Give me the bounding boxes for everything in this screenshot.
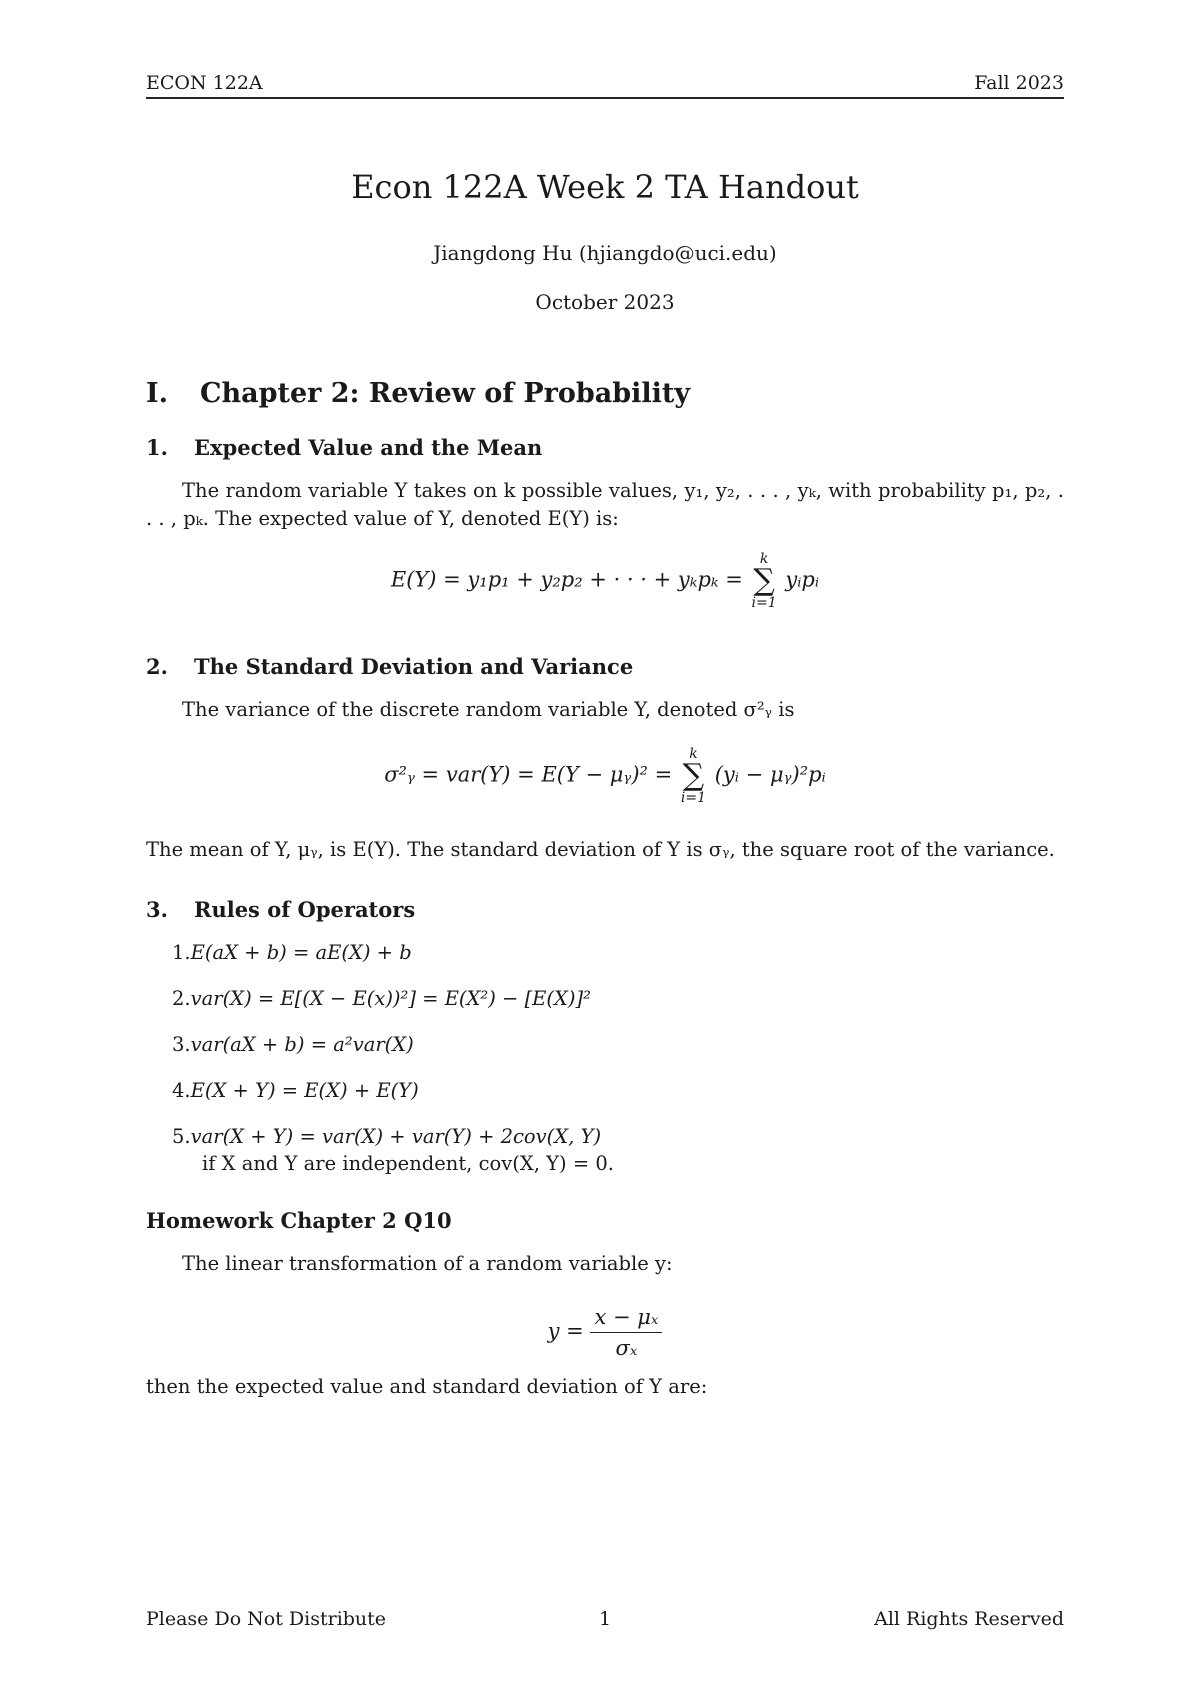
homework-paragraph-2: then the expected value and standard deviation of Y are: bbox=[146, 1375, 708, 1398]
rule-text: var(aX + b) = a²var(X) bbox=[190, 1033, 414, 1056]
subsection-number: 3. bbox=[146, 897, 168, 922]
subsection-title: Rules of Operators bbox=[194, 897, 416, 922]
equation-lhs: E(Y) = y₁p₁ + y₂p₂ + · · · + yₖpₖ = bbox=[390, 567, 743, 592]
rule-item bbox=[172, 1079, 419, 1102]
subsection-number: 1. bbox=[146, 435, 168, 460]
document-title: Econ 122A Week 2 TA Handout bbox=[351, 168, 859, 206]
sum-lower-limit: i=1 bbox=[680, 790, 707, 806]
document-date: October 2023 bbox=[535, 290, 675, 314]
subsection-number: 2. bbox=[146, 654, 168, 679]
expected-value-equation bbox=[146, 552, 1064, 610]
header-term: Fall 2023 bbox=[974, 72, 1064, 94]
rule-number: 1. bbox=[172, 941, 191, 964]
rule-item bbox=[172, 987, 591, 1010]
page-number: 1 bbox=[598, 1608, 612, 1630]
sum-upper-limit: k bbox=[759, 551, 769, 567]
expected-value-paragraph: The random variable Y takes on k possible values, y₁, y₂, . . . , yₖ, with probability p₁, p₂, . . . , pₖ. The expected value of Y, denoted E(Y) is: bbox=[146, 479, 1064, 530]
linear-transformation-equation bbox=[146, 1305, 1064, 1360]
rule-text: E(aX + b) = aE(X) + b bbox=[190, 941, 412, 964]
rule-number: 2. bbox=[172, 987, 191, 1010]
subsection-title: The Standard Deviation and Variance bbox=[194, 654, 634, 679]
rule-item bbox=[172, 1033, 414, 1056]
variance-paragraph: The variance of the discrete random variable Y, denoted σ²ᵧ is bbox=[182, 698, 795, 721]
rule-item bbox=[172, 941, 412, 964]
equation-lhs: σ²ᵧ = var(Y) = E(Y − μᵧ)² = bbox=[384, 762, 673, 787]
document-author: Jiangdong Hu (hjiangdo@uci.edu) bbox=[433, 241, 777, 265]
variance-equation bbox=[146, 747, 1064, 805]
rule-note: if X and Y are independent, cov(X, Y) = 0. bbox=[202, 1152, 614, 1175]
rule-text: var(X) = E[(X − E(x))²] = E(X²) − [E(X)]² bbox=[190, 987, 591, 1010]
rule-text: var(X + Y) = var(X) + var(Y) + 2cov(X, Y) bbox=[190, 1125, 602, 1148]
rule-number: 3. bbox=[172, 1033, 191, 1056]
section-title: Chapter 2: Review of Probability bbox=[200, 378, 691, 409]
homework-paragraph: The linear transformation of a random variable y: bbox=[182, 1252, 673, 1275]
mean-sd-paragraph: The mean of Y, μᵧ, is E(Y). The standard deviation of Y is σᵧ, the square root of the variance. bbox=[146, 838, 1055, 861]
rule-item bbox=[172, 1125, 601, 1148]
subsection-heading-expected-value bbox=[146, 435, 542, 460]
subsection-heading-rules bbox=[146, 897, 415, 922]
fraction-numerator: x − μₓ bbox=[590, 1305, 662, 1333]
fraction-denominator: σₓ bbox=[615, 1336, 638, 1360]
rule-number: 5. bbox=[172, 1125, 191, 1148]
footer-right: All Rights Reserved bbox=[874, 1608, 1064, 1630]
header-rule bbox=[146, 97, 1064, 99]
subsection-title: Expected Value and the Mean bbox=[194, 435, 543, 460]
homework-heading: Homework Chapter 2 Q10 bbox=[146, 1208, 452, 1233]
sum-lower-limit: i=1 bbox=[751, 595, 777, 611]
rule-number: 4. bbox=[172, 1079, 191, 1102]
sum-upper-limit: k bbox=[689, 746, 698, 762]
rule-text: E(X + Y) = E(X) + E(Y) bbox=[190, 1079, 419, 1102]
section-heading bbox=[146, 378, 690, 409]
section-number: I. bbox=[146, 378, 169, 409]
footer-left: Please Do Not Distribute bbox=[146, 1608, 387, 1630]
equation-lhs: y = bbox=[547, 1319, 584, 1343]
equation-rhs: (yᵢ − μᵧ)²pᵢ bbox=[714, 762, 826, 787]
subsection-heading-variance bbox=[146, 654, 633, 679]
summation-symbol: k ∑ i=1 bbox=[751, 551, 777, 611]
fraction bbox=[590, 1305, 662, 1360]
summation-symbol: k ∑ i=1 bbox=[680, 746, 707, 806]
header-course: ECON 122A bbox=[146, 72, 263, 94]
equation-rhs: yᵢpᵢ bbox=[785, 567, 820, 592]
